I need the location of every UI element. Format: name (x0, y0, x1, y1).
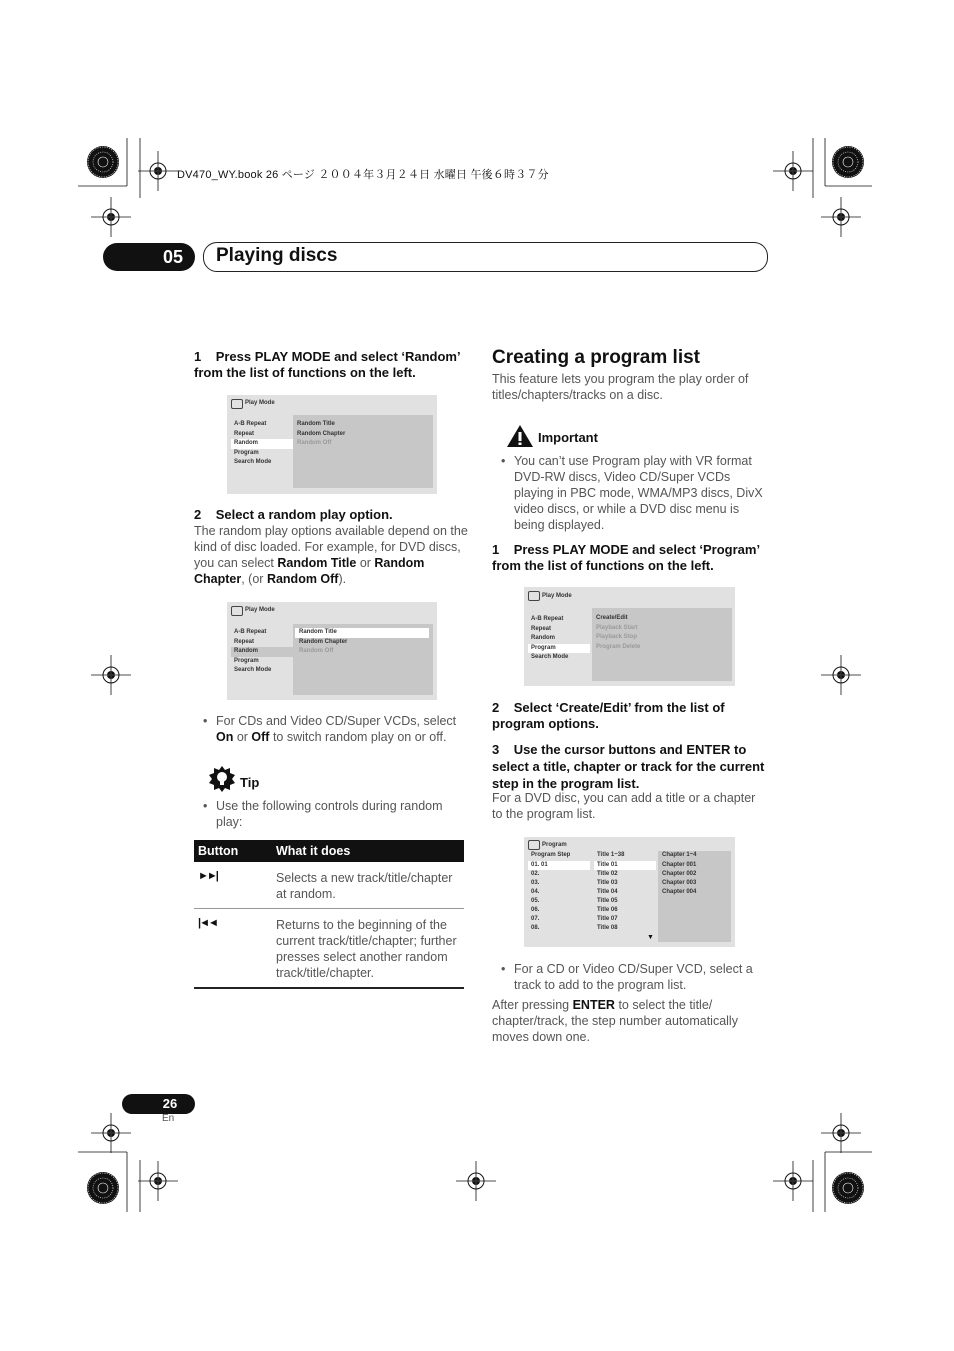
chapter-item: Chapter 001 (662, 861, 697, 868)
title-item: Title 04 (597, 888, 618, 895)
right-after-enter: After pressing ENTER to select the title/ chapter/track, the step number automatically moves down one. (492, 998, 738, 1044)
right-bullet-cd: • For a CD or Video CD/Super VCD, select a track to add to the program list. (492, 961, 766, 993)
screen-menu (231, 628, 293, 676)
header-button: Button (198, 844, 239, 858)
right-step-3: 3 Use the cursor buttons and ENTER to select a title, chapter or track for the current step in the program list. (492, 742, 765, 791)
step-item: 03. (531, 879, 540, 886)
scroll-down-icon: ▼ (647, 934, 654, 941)
option-item: Random Chapter (297, 430, 346, 437)
screen-title: Play Mode (245, 400, 275, 406)
disc-icon (528, 840, 540, 850)
print-header: DV470_WY.book 26 ページ ２００４年３月２４日 水曜日 午後６時３７分 (177, 169, 549, 181)
next-button-icon: ►►| (198, 870, 217, 882)
warning-icon (506, 424, 534, 448)
left-step-2: 2 Select a random play option. (194, 507, 393, 522)
chapter-number: 05 (162, 247, 184, 267)
step-item: 02. (531, 870, 540, 877)
menu-item: A-B Repeat (234, 629, 267, 635)
step-item: 08. (531, 924, 540, 931)
menu-item: Program (234, 449, 259, 456)
header-what-it-does: What it does (276, 844, 351, 858)
program-steps (528, 851, 590, 933)
title-item: Title 07 (597, 915, 618, 922)
lightbulb-icon (208, 765, 236, 793)
screen-title: Play Mode (542, 593, 572, 599)
step-item: 05. (531, 897, 540, 904)
left-bullet-cd: • For CDs and Video CD/Super VCDs, select On or Off to switch random play on or off. (194, 713, 468, 745)
screen-random-options (227, 602, 437, 700)
row-desc: Returns to the beginning of the current track/title/chapter; further presses select another random track/title/chapter. (276, 918, 457, 980)
title-item: Title 05 (597, 897, 618, 904)
section-heading: Creating a program list (492, 347, 700, 368)
menu-item: Search Mode (234, 667, 272, 674)
table-row (194, 909, 464, 989)
menu-item: Program (528, 644, 590, 654)
table-header (194, 840, 464, 862)
title-item: Title 08 (597, 924, 618, 931)
disc-icon (231, 606, 243, 616)
tip-bullet: • Use the following controls during random play: (194, 798, 468, 830)
options-panel (592, 608, 732, 681)
menu-item: A-B Repeat (531, 616, 564, 622)
page-number: 26 (162, 1096, 178, 1111)
important-bullet: • You can’t use Program play with VR format DVD-RW discs, Video CD/Super VCDs playing in PBC mode, WMA/MP3 discs, DivX video discs, or while a DVD disc menu is being displayed. (492, 453, 766, 533)
step-item: 07. (531, 915, 540, 922)
option-item: Program Delete (596, 643, 641, 650)
chapter-title: Playing discs (216, 245, 338, 266)
titles-header: Title 1~38 (597, 852, 625, 858)
chapter-item: Chapter 002 (662, 870, 697, 877)
title-list (594, 851, 656, 933)
menu-item: Random (231, 647, 293, 657)
option-item: Random Chapter (299, 638, 348, 645)
table-row (194, 862, 464, 909)
controls-table (194, 840, 464, 989)
menu-item: Search Mode (234, 459, 272, 466)
option-item: Playback Stop (596, 634, 638, 641)
chapter-panel (658, 851, 731, 942)
options-panel (293, 624, 433, 695)
option-item: Random Off (299, 648, 334, 655)
important-label: Important (538, 430, 598, 445)
right-step-2: 2 Select ‘Create/Edit’ from the list of program options. (492, 700, 725, 731)
step-item: 01. 01 (528, 861, 590, 870)
title-item: Title 02 (597, 870, 618, 877)
menu-item: Random (231, 439, 293, 449)
left-step-1: 1 Press PLAY MODE and select ‘Random’ from the list of functions on the left. (194, 349, 460, 380)
title-item: Title 01 (594, 861, 656, 870)
options-panel (293, 415, 433, 488)
screen-title: Program (542, 842, 567, 848)
option-item: Random Title (297, 421, 335, 427)
step-item: 04. (531, 888, 540, 895)
disc-icon (231, 399, 243, 409)
screen-play-mode-random (227, 395, 437, 494)
menu-item: Repeat (234, 430, 255, 437)
option-item: Random Title (295, 628, 429, 638)
option-item: Random Off (297, 440, 332, 447)
page-lang: En (162, 1113, 175, 1124)
left-step-2-body: The random play options available depend on the kind of disc loaded. For example, for DVD discs, you can select Random Title or Random Chapter, (or Random Off). (194, 524, 468, 586)
menu-item: Program (234, 657, 259, 664)
chapter-item: Chapter 004 (662, 888, 697, 895)
right-step-3-body: For a DVD disc, you can add a title or a chapter to the program list. (492, 791, 756, 821)
chapters-header: Chapter 1~4 (662, 852, 697, 858)
right-step-1: 1 Press PLAY MODE and select ‘Program’ from the list of functions on the left. (492, 542, 760, 573)
title-item: Title 06 (597, 906, 618, 913)
step-item: 06. (531, 906, 540, 913)
menu-item: Repeat (531, 625, 552, 632)
option-item: Create/Edit (596, 615, 628, 621)
row-desc: Selects a new track/title/chapter at random. (276, 871, 453, 901)
screen-title: Play Mode (245, 607, 275, 613)
chapter-item: Chapter 003 (662, 879, 697, 886)
steps-header: Program Step (531, 852, 571, 858)
title-item: Title 03 (597, 879, 618, 886)
tip-label: Tip (240, 775, 260, 790)
screen-menu (231, 420, 293, 468)
screen-menu (528, 615, 590, 663)
section-intro: This feature lets you program the play order of titles/chapters/tracks on a disc. (492, 372, 749, 402)
screen-program-list (524, 837, 735, 947)
option-item: Playback Start (596, 624, 638, 631)
screen-program-options (524, 587, 735, 686)
menu-item: A-B Repeat (234, 421, 267, 427)
menu-item: Random (531, 635, 555, 642)
menu-item: Search Mode (531, 654, 569, 661)
prev-button-icon: |◄◄ (198, 917, 217, 929)
disc-icon (528, 591, 540, 601)
menu-item: Repeat (234, 638, 255, 645)
